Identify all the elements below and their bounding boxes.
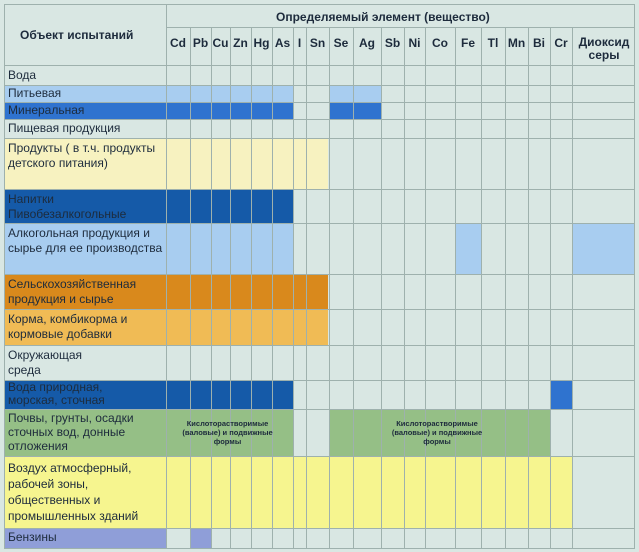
element-header-sb: Sb: [384, 36, 401, 50]
row-label-soil: Почвы, грунты, осадки сточных вод, донные отложения: [8, 411, 134, 453]
element-header-sn: Sn: [309, 36, 326, 50]
element-header-mn: Mn: [507, 36, 526, 50]
element-header-cd: Cd: [170, 36, 186, 50]
element-header-pb: Pb: [192, 36, 209, 50]
element-header-cr: Cr: [554, 36, 568, 50]
row-label-mineral-water: Минеральная: [8, 103, 85, 117]
row-label-environment: Окружающая среда: [8, 348, 83, 377]
element-header-ag: Ag: [359, 36, 375, 50]
row-label-drinking-water: Питьевая: [8, 86, 62, 100]
element-header-fe: Fe: [460, 36, 475, 50]
row-label-beverages: Напитки Пивобезалкогольные: [8, 192, 127, 221]
alcohol-cells-b: [455, 223, 481, 274]
element-header-as: As: [274, 36, 291, 50]
row-label-products-baby-food: Продукты ( в т.ч. продукты детского питания): [8, 141, 156, 170]
object-column-header: Объект испытаний: [20, 28, 134, 42]
element-header-bi: Bi: [533, 36, 545, 50]
row-label-water: Вода: [8, 68, 37, 82]
row-label-food-products: Пищевая продукция: [8, 121, 121, 135]
element-group-header: Определяемый элемент (вещество): [276, 10, 490, 24]
element-header-co: Co: [432, 36, 448, 50]
row-label-gasoline: Бензины: [8, 530, 57, 544]
natural-water-cells-b: [550, 380, 572, 409]
element-header-se: Se: [333, 36, 349, 50]
soil-note-right: Кислоторастворимые (валовые) и подвижные формы: [391, 419, 483, 446]
row-label-natural-water: Вода природная, морская, сточная: [8, 380, 105, 407]
element-header-cu: Cu: [212, 36, 229, 50]
row-label-air: Воздух атмосферный, рабочей зоны, общественных и промышленных зданий: [8, 461, 139, 523]
drinking-water-cells-b: [329, 85, 381, 102]
element-header-tl: Tl: [487, 36, 499, 50]
element-header-ni: Ni: [408, 36, 421, 50]
element-header-zn: Zn: [233, 36, 248, 50]
row-label-alcohol: Алкогольная продукция и сырье для ее производства: [8, 226, 163, 255]
element-header-sulfur-dioxide: Диоксид серы: [578, 35, 630, 62]
gasoline-cells-b: [190, 528, 211, 548]
row-label-feed: Корма, комбикорма и кормовые добавки: [8, 312, 128, 341]
soil-note-left: Кислоторастворимые (валовые) и подвижные формы: [182, 419, 273, 446]
row-label-agricultural: Сельскохозяйственная продукция и сырье: [8, 277, 137, 306]
alcohol-cells-c: [572, 223, 635, 274]
element-header-i: I: [297, 36, 302, 50]
mineral-water-cells-b: [329, 102, 381, 119]
element-header-hg: Hg: [253, 36, 270, 50]
